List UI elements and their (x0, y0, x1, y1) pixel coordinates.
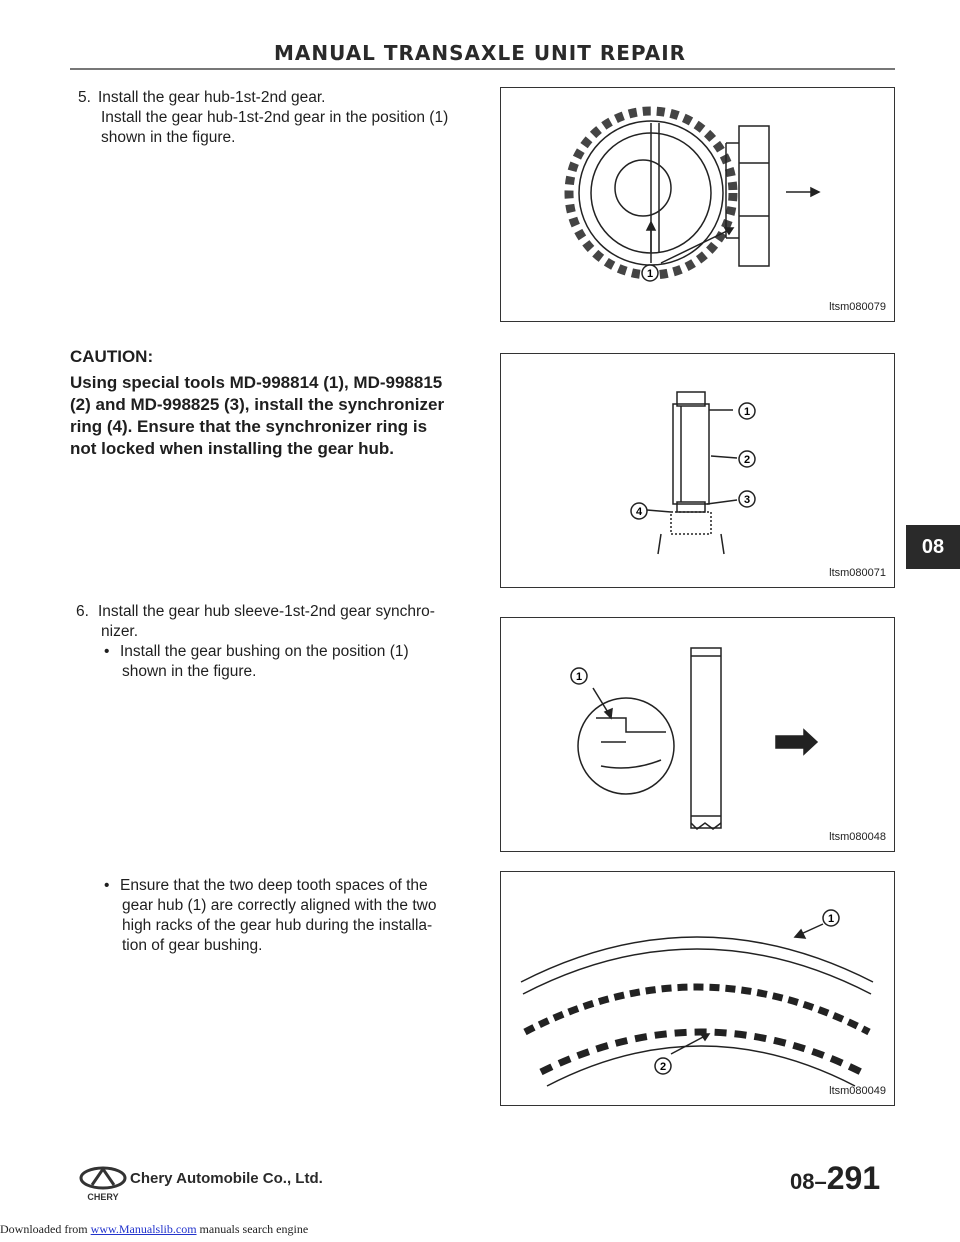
figure-4-callout-1: 1 (827, 913, 835, 925)
figure-2-callout-1: 1 (743, 406, 751, 418)
logo-wordmark: CHERY (87, 1192, 119, 1202)
figure-1-callout-1: 1 (646, 268, 654, 280)
figure-1-code: ltsm080079 (829, 301, 886, 313)
chery-logo-icon (78, 1163, 128, 1203)
step-6-bullet1-line2: shown in the figure. (122, 663, 257, 680)
step-6-number: 6. (76, 603, 89, 620)
figure-4-code: ltsm080049 (829, 1085, 886, 1097)
step-6-bullet2-line4: tion of gear bushing. (122, 937, 263, 954)
tooth-alignment-drawing (501, 872, 894, 1105)
page-number (790, 1160, 880, 1197)
download-prefix: Downloaded from (0, 1222, 91, 1236)
figure-tooth-alignment (500, 871, 895, 1106)
step-5-title: Install the gear hub-1st-2nd gear. (98, 89, 326, 106)
gear-hub-drawing (501, 88, 894, 321)
figure-3-callout-1: 1 (575, 671, 583, 683)
step-5-detail-line1: Install the gear hub-1st-2nd gear in the position (1) (101, 109, 449, 126)
section-tab[interactable]: 08 (906, 525, 960, 569)
header-divider (70, 68, 895, 70)
figure-4-callout-2: 2 (659, 1061, 667, 1073)
step-5-number: 5. (78, 89, 91, 106)
footer-company: Chery Automobile Co., Ltd. (130, 1170, 323, 1187)
figure-2-callout-2: 2 (743, 454, 751, 466)
figure-3-code: ltsm080048 (829, 831, 886, 843)
download-banner (0, 1222, 308, 1237)
figure-2-callout-3: 3 (743, 494, 751, 506)
step-5-detail-line2: shown in the figure. (101, 129, 236, 146)
step-6-bullet2-line2: gear hub (1) are correctly aligned with the two (122, 897, 437, 914)
step-6-title-line2: nizer. (101, 623, 139, 640)
step-6-bullet2-line3: high racks of the gear hub during the installa- (122, 917, 433, 934)
bullet-1-dot: • (104, 643, 110, 660)
page-digits: 291 (826, 1160, 881, 1196)
step-6-bullet2-line1: Ensure that the two deep tooth spaces of the (120, 877, 428, 894)
figure-2-callout-4: 4 (635, 506, 643, 518)
gear-bushing-drawing (501, 618, 894, 851)
caution-line3: ring (4). Ensure that the synchronizer ring is (70, 417, 428, 436)
chery-logo (78, 1163, 128, 1203)
caution-line1: Using special tools MD-998814 (1), MD-998815 (70, 373, 443, 392)
bullet-2-dot: • (104, 877, 110, 894)
figure-special-tools (500, 353, 895, 588)
page-header-title: MANUAL TRANSAXLE UNIT REPAIR (273, 41, 687, 65)
section-number: 08– (790, 1169, 827, 1194)
special-tools-drawing (501, 354, 894, 587)
caution-line4: not locked when installing the gear hub. (70, 439, 394, 458)
caution-label: CAUTION: (70, 347, 154, 366)
figure-gear-hub-position (500, 87, 895, 322)
step-6-bullet1-line1: Install the gear bushing on the position (1) (120, 643, 409, 660)
figure-gear-bushing-position (500, 617, 895, 852)
caution-line2: (2) and MD-998825 (3), install the synchronizer (70, 395, 445, 414)
manualslib-link[interactable]: www.Manualslib.com (90, 1222, 197, 1236)
step-6-title-line1: Install the gear hub sleeve-1st-2nd gear synchro- (98, 603, 435, 620)
download-suffix: manuals search engine (196, 1222, 309, 1236)
figure-2-code: ltsm080071 (829, 567, 886, 579)
